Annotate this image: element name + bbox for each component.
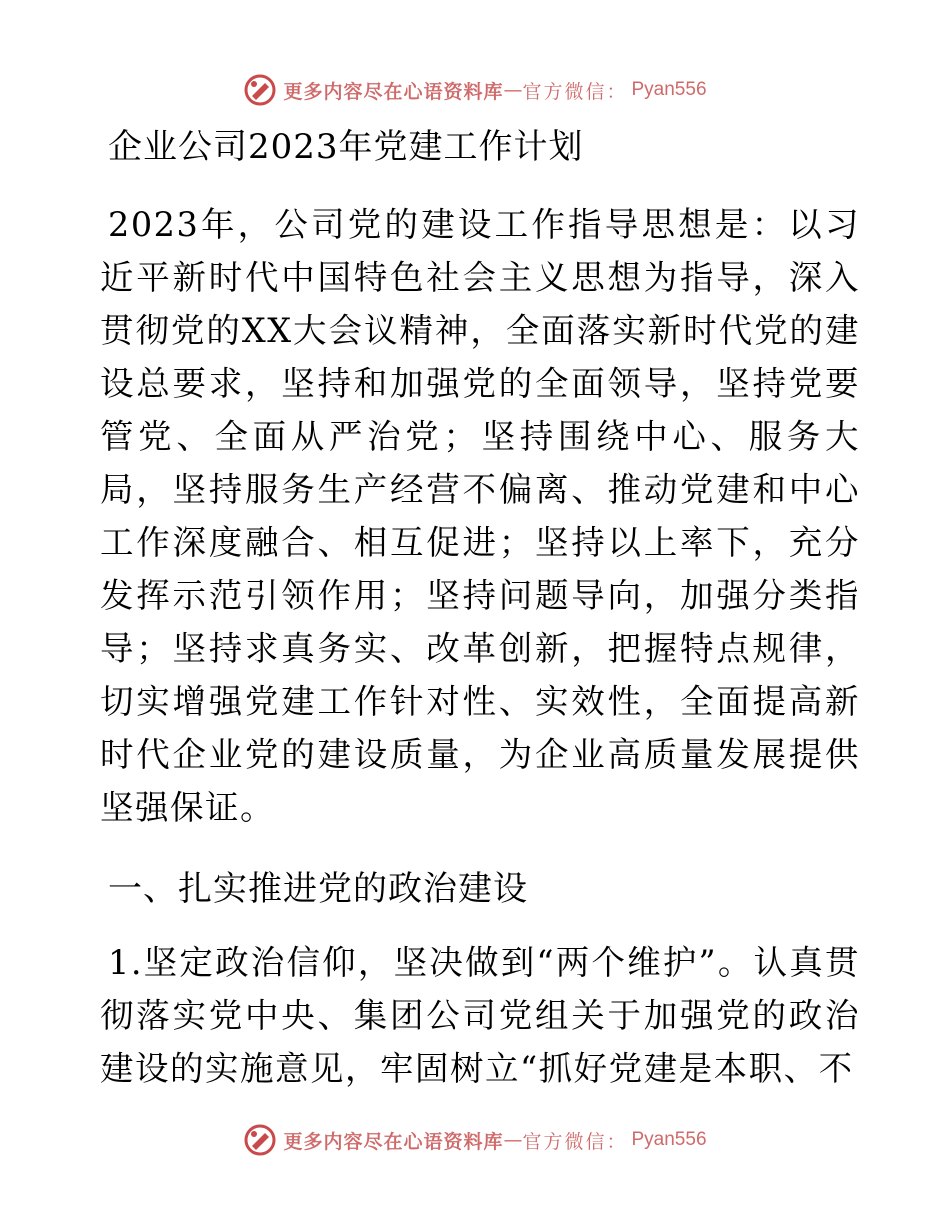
watermark-banner-top xyxy=(0,70,950,110)
watermark-sub-text: 官方微信： xyxy=(522,80,628,103)
logo-icon xyxy=(243,73,277,107)
document-body xyxy=(100,122,860,1095)
intro-paragraph: 2023年，公司党的建设工作指导思想是：以习近平新时代中国特色社会主义思想为指导，深入贯彻党的XX大会议精神，全面落实新时代党的建设总要求，坚持和加强党的全面领导，坚持党要管党、全面从严治党；坚持围绕中心、服务大局，坚持服务生产经营不偏离、推动党建和中心工作深度融合、相互促进；坚持以上率下，充分发挥示范引领作用；坚持问题导向，加强分类指导；坚持求真务实、改革创新，把握特点规律，切实增强党建工作针对性、实效性，全面提高新时代企业党的建设质量，为企业高质量发展提供坚强保证。 xyxy=(100,205,860,827)
watermark-sub-text: 官方微信： xyxy=(522,1130,628,1153)
section-heading: 一、扎实推进党的政治建设 xyxy=(108,869,528,909)
watermark-id: Pyan556 xyxy=(631,1129,707,1150)
document-title: 企业公司2023年党建工作计划 xyxy=(108,127,584,167)
watermark-dash: — xyxy=(503,79,523,101)
watermark-dash: — xyxy=(503,1129,523,1151)
watermark-main-text: 更多内容尽在心语资料库 xyxy=(283,80,504,103)
watermark-id: Pyan556 xyxy=(631,79,707,100)
logo-icon xyxy=(243,1123,277,1157)
watermark-banner-bottom xyxy=(0,1120,950,1160)
item-paragraph: 1.坚定政治信仰，坚决做到“两个维护”。认真贯彻落实党中央、集团公司党组关于加强党的政治建设的实施意见，牢固树立“抓好党建是本职、不 xyxy=(100,943,860,1088)
watermark-main-text: 更多内容尽在心语资料库 xyxy=(283,1130,504,1153)
